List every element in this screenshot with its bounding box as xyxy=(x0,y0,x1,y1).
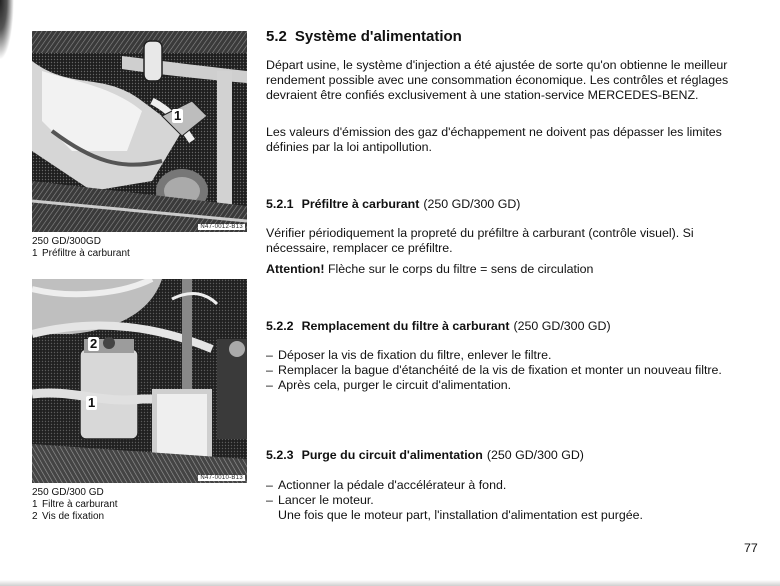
page-number: 77 xyxy=(744,541,758,555)
section-title: Système d'alimentation xyxy=(294,28,462,45)
engine-photo-1-drawing xyxy=(32,31,247,232)
figure1-callout-1: 1 xyxy=(174,108,182,123)
list-item: – Déposer la vis de fixation du filtre, enlever le filtre. xyxy=(266,348,736,363)
page-corner-shadow xyxy=(0,0,14,60)
engine-photo-fuel-filter xyxy=(32,279,247,483)
section-heading xyxy=(266,28,462,45)
subsection-1-text: Vérifier périodiquement la propreté du préfiltre à carburant (contrôle visuel). Si nécessaire, remplacer ce préfiltre. xyxy=(266,226,694,255)
subsection-1-models: (250 GD/300 GD) xyxy=(423,197,521,211)
engine-photo-2-drawing xyxy=(32,279,247,483)
figure2-callout-1: 1 xyxy=(88,395,96,410)
attention-note xyxy=(266,262,754,277)
engine-photo-prefilter xyxy=(32,31,247,232)
subsection-3-steps xyxy=(266,478,736,508)
figure2-code: N47-0010-B13 xyxy=(200,475,243,481)
list-item: – Actionner la pédale d'accélérateur à fond. xyxy=(266,478,736,493)
subsection-3-conclusion: Une fois que le moteur part, l'installation d'alimentation est purgée. xyxy=(278,508,643,522)
figure2-caption-item: 2 Vis de fixation xyxy=(32,511,105,522)
subsection-1-title: Préfiltre à carburant xyxy=(301,197,420,211)
list-item: – Après cela, purger le circuit d'alimentation. xyxy=(266,378,736,393)
figure1-caption-title: 250 GD/300GD xyxy=(32,236,101,247)
intro-paragraph-1: Départ usine, le système d'injection a été ajustée de sorte qu'on obtienne le meilleur rendement possible avec une consommation économique. Les contrôles et réglages devraient être confiés exclusivement à une station-service MERCEDES-BENZ. xyxy=(266,58,729,102)
subsection-1-heading xyxy=(266,197,520,212)
page-bottom-edge xyxy=(0,580,780,586)
figure1-caption xyxy=(32,236,130,260)
figure2-caption-item: 1 Filtre à carburant xyxy=(32,499,118,510)
list-item: – Lancer le moteur. xyxy=(266,493,736,508)
subsection-2-steps xyxy=(266,348,736,393)
list-item: – Remplacer la bague d'étanchéité de la vis de fixation et monter un nouveau filtre. xyxy=(266,363,736,378)
attention-label: Attention! xyxy=(266,262,325,276)
subsection-3-heading xyxy=(266,448,584,463)
subsection-2-title: Remplacement du filtre à carburant xyxy=(301,319,510,333)
subsection-2-number: 5.2.2 xyxy=(266,319,294,333)
subsection-3-title: Purge du circuit d'alimentation xyxy=(301,448,483,462)
section-number: 5.2 xyxy=(266,28,287,45)
subsection-3-number: 5.2.3 xyxy=(266,448,294,462)
subsection-2-heading xyxy=(266,319,611,334)
figure1-caption-item: 1 Préfiltre à carburant xyxy=(32,248,130,259)
subsection-3-models: (250 GD/300 GD) xyxy=(486,448,584,462)
figure2-caption-title: 250 GD/300 GD xyxy=(32,487,104,498)
subsection-1-number: 5.2.1 xyxy=(266,197,294,211)
subsection-2-models: (250 GD/300 GD) xyxy=(513,319,611,333)
figure2-callout-2: 2 xyxy=(90,336,98,351)
figure1-code: N47-0012-B13 xyxy=(200,224,243,230)
attention-text: Flèche sur le corps du filtre = sens de circulation xyxy=(327,262,594,276)
intro-paragraph-2: Les valeurs d'émission des gaz d'échappement ne doivent pas dépasser les limites définies par la loi antipollution. xyxy=(266,125,722,154)
figure2-caption xyxy=(32,487,118,523)
